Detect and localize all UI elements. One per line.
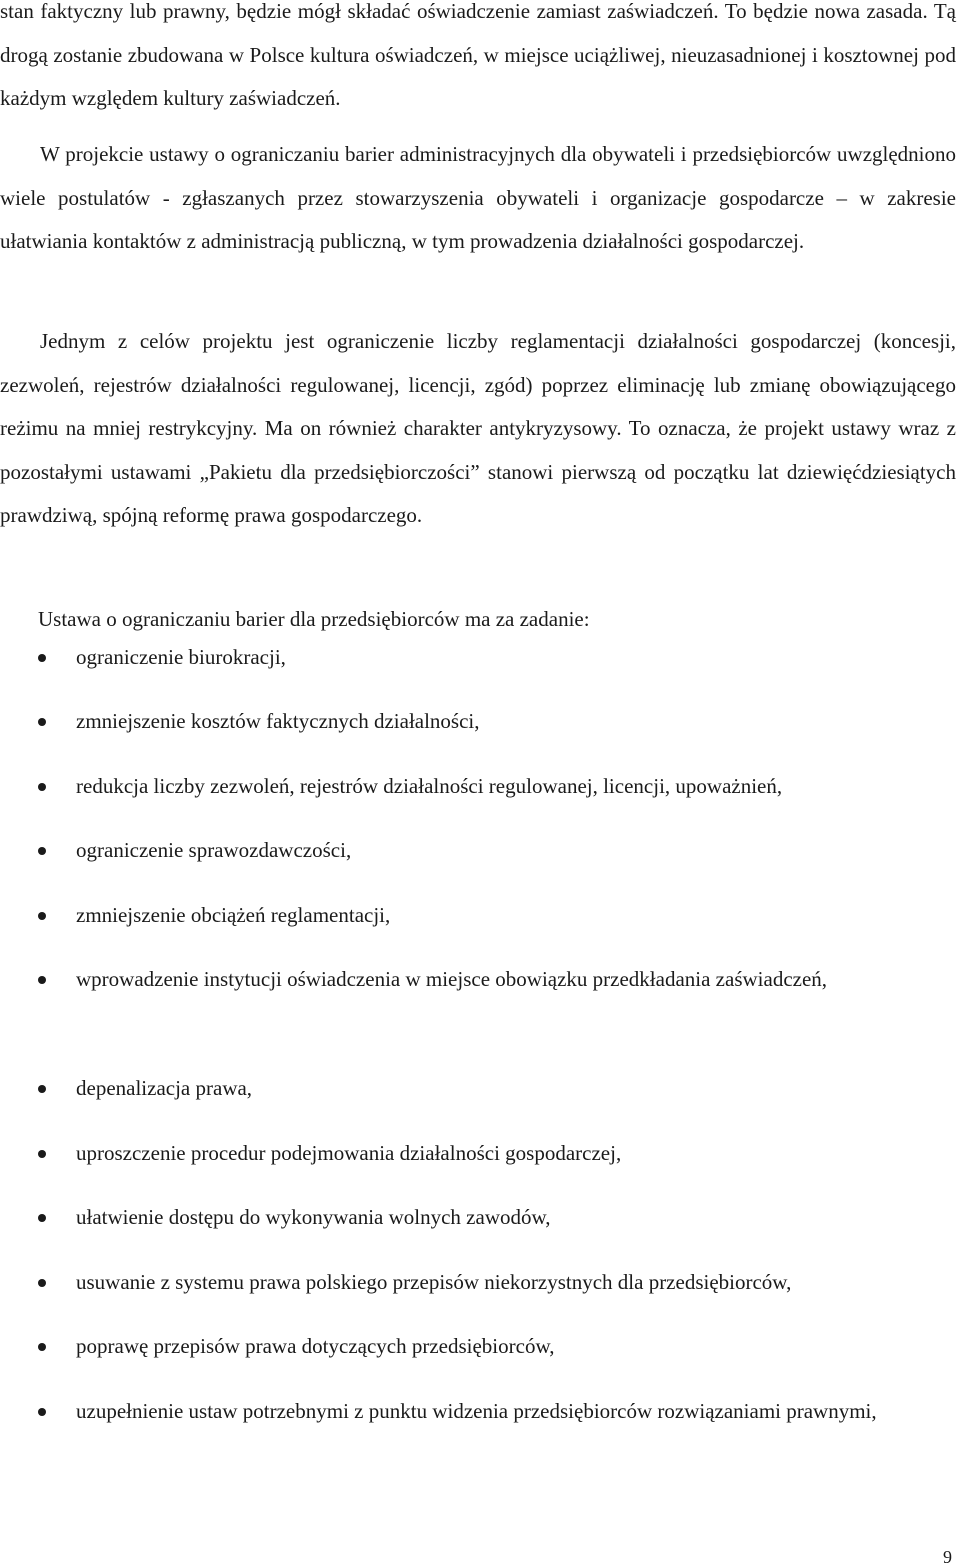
list-item-text: ułatwienie dostępu do wykonywania wolnych zawodów, <box>76 1205 551 1229</box>
paragraph-project-scope: W projekcie ustawy o ograniczaniu barier administracyjnych dla obywateli i przedsiębiorców uwzględniono wiele postulatów - zgłaszanych przez stowarzyszenia obywateli i organizacje gospodarcze – w zakresie ułatwiania kontaktów z administracją publiczną, w tym prowadzenia działalności gospodarczej. <box>0 142 956 253</box>
bullet-icon <box>38 1279 46 1287</box>
bullet-icon <box>38 1150 46 1158</box>
bullet-icon <box>38 1408 46 1416</box>
list-intro: Ustawa o ograniczaniu barier dla przedsiębiorców ma za zadanie: <box>38 607 590 631</box>
list-item-text: usuwanie z systemu prawa polskiego przepisów niekorzystnych dla przedsiębiorców, <box>76 1270 792 1294</box>
bullet-icon <box>38 976 46 984</box>
list-item-text: wprowadzenie instytucji oświadczenia w miejsce obowiązku przedkładania zaświadczeń, <box>76 967 828 991</box>
list-item-text: depenalizacja prawa, <box>76 1076 253 1100</box>
list-item-text: uzupełnienie ustaw potrzebnymi z punktu widzenia przedsiębiorców rozwiązaniami prawnymi, <box>76 1399 877 1423</box>
list-item-text: redukcja liczby zezwoleń, rejestrów działalności regulowanej, licencji, upoważnień, <box>76 774 783 798</box>
bullet-icon <box>38 783 46 791</box>
list-item-text: ograniczenie sprawozdawczości, <box>76 838 352 862</box>
list-item-text: poprawę przepisów prawa dotyczących przedsiębiorców, <box>76 1334 555 1358</box>
list-item-text: ograniczenie biurokracji, <box>76 645 286 669</box>
bullet-icon <box>38 1214 46 1222</box>
paragraph-continued: stan faktyczny lub prawny, będzie mógł składać oświadczenie zamiast zaświadczeń. To będzie nowa zasada. Tą drogą zostanie zbudowana w Polsce kultura oświadczeń, w miejsce uciążliwej, nieuzasadnionej i kosztownej pod każdym względem kultury zaświadczeń. <box>0 0 956 110</box>
list-item-text: zmniejszenie kosztów faktycznych działalności, <box>76 709 480 733</box>
list-item-text: uproszczenie procedur podejmowania działalności gospodarczej, <box>76 1141 622 1165</box>
bullet-icon <box>38 718 46 726</box>
paragraph-project-goals: Jednym z celów projektu jest ograniczenie liczby reglamentacji działalności gospodarczej (koncesji, zezwoleń, rejestrów działalności regulowanej, licencji, zgód) poprzez eliminację lub zmianę obowiązującego reżimu na mniej restrykcyjny. Ma on również charakter antykryzysowy. To oznacza, że projekt ustawy wraz z pozostałymi ustawami „Pakietu dla przedsiębiorczości” stanowi pierwszą od początku lat dziewięćdziesiątych prawdziwą, spójną reformę prawa gospodarczego. <box>0 329 956 527</box>
bullet-icon <box>38 1085 46 1093</box>
bullet-icon <box>38 847 46 855</box>
bullet-icon <box>38 654 46 662</box>
page-number: 9 <box>943 1547 952 1567</box>
list-item-text: zmniejszenie obciążeń reglamentacji, <box>76 903 391 927</box>
bullet-icon <box>38 1343 46 1351</box>
bullet-icon <box>38 912 46 920</box>
